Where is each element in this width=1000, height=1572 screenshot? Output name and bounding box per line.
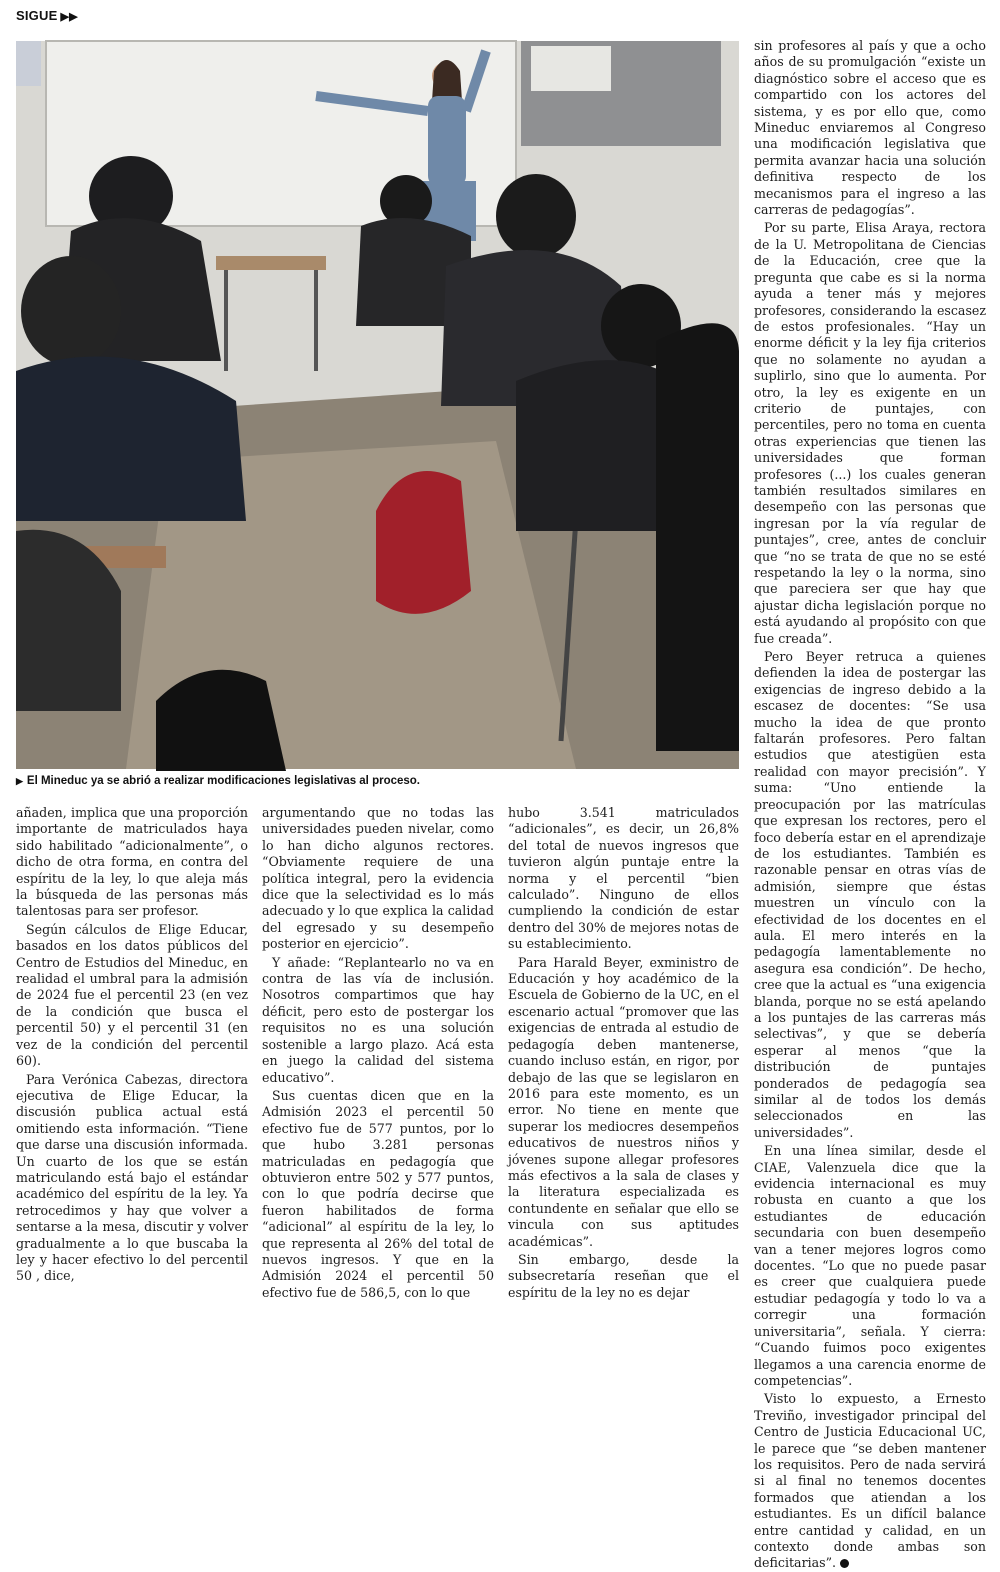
paragraph: Sus cuentas dicen que en la Admisión 2023 el percentil 50 efectivo fue de 577 puntos, por lo que hubo 3.281 personas matriculadas en pedagogía que obtuvieron entre 502 y 577 puntos, con lo que podría decirse que fueron habilitados de forma “adicional” al espíritu de la ley, lo que representa al 26% del total de nuevos ingresos. Y que en la Admisión 2024 el percentil 50 efectivo fue de 586,5, con lo que [262, 1087, 494, 1300]
paragraph: Sin embargo, desde la subsecretaría reseñan que el espíritu de la ley no es dejar [508, 1251, 739, 1300]
article-column-1 [16, 805, 248, 1284]
paragraph: hubo 3.541 matriculados “adicionales”, es decir, un 26,8% del total de nuevos ingresos que tuvieron algún puntaje entre la norma y el percentil “bien calculado”. Ninguno de ellos cumpliendo la condición de estar dentro del 30% de mejores notas de su establecimiento. [508, 805, 739, 952]
paragraph: En una línea similar, desde el CIAE, Valenzuela dice que la evidencia internacional es muy robusta en cuanto a que los estudiantes de educación secundaria con buen desempeño van a tener mejores logros como docentes. “Lo que no puede pasar es creer que cualquiera puede estudiar pedagogía y todo lo va a corregir una formación universitaria”, señala. Y cierra: “Cuando fuimos poco exigentes llegamos a una carencia enorme de competencias”. [754, 1143, 986, 1388]
paragraph: Por su parte, Elisa Araya, rectora de la U. Metropolitana de Ciencias de la Educación, cree que la pregunta que cabe es si la norma ayuda a tener más y mejores profesores, considerando la escasez de estos profesionales. “Hay un enorme déficit y la ley fija criterios que no solamente no ayudan a suplirlo, sino que lo aumenta. Por otro, la ley es exigente en un criterio de puntajes, con percentiles, pero no toma en cuenta otras experiencias que tienen las universidades que forman profesores (...) los cuales generan también resultados similares en desempeño con las personas que ingresan por la vía regular de puntajes”, cree, antes de concluir que “no se trata de que no se esté respetando la ley o la norma, sino que pareciera ser que hay que ajustar dicha legislación porque no está ayudando al propósito con que fue creada”. [754, 220, 986, 646]
section-kicker [16, 8, 78, 23]
paragraph: Pero Beyer retruca a quienes defienden la idea de postergar las exigencias de ingreso debido a la escasez de docentes: “Se usa mucho la idea de que pronto faltarán profesores. Pero faltan estudios que atestigüen esta realidad con mayor precisión”. Y suma: “Uno entiende la preocupación por las matrículas que expresan los rectores, pero el foco debería estar en el aprendizaje de los estudiantes. También es razonable pensar en otras vías de admisión, siempre que éstas muestren un vínculo con la efectividad de los docentes en el aula. El mero interés en la pedagogía lamentablemente no asegura esa condición”. De hecho, cree que la actual es “una exigencia blanda, porque no se está apelando a los puntajes de las carreras más selectivas”, y que se debería esperar al menos “que la distribución de puntajes ponderados de pedagogía sea similar al de todos los demás seleccionados en las universidades”. [754, 649, 986, 1140]
paragraph: argumentando que no todas las universidades pueden nivelar, como lo han dicho algunos rectores. “Obviamente requiere de una política integral, pero la evidencia dice que la selectividad es lo más adecuado y lo que explica la calidad del egresado y su desempeño posterior en ejercicio”. [262, 805, 494, 952]
kicker-label: SIGUE [16, 8, 58, 23]
kicker-arrows-icon: ▶▶ [60, 11, 78, 23]
paragraph: Para Harald Beyer, exministro de Educación y hoy académico de la Escuela de Gobierno de la UC, en el escenario actual “promover que las exigencias de entrada al estudio de pedagogía deben mantenerse, cuando incluso están, en rigor, por debajo de las que se legislaron en 2016 para este momento, es un error. No tiene en mente que superar los mediocres desempeños educativos de nuestros niños y jóvenes supone allegar profesores más efectivos a la sala de clases y la literatura especializada es contundente en señalar que ello se vincula con sus aptitudes académicas”. [508, 954, 739, 1249]
paragraph: Y añade: “Replantearlo no va en contra de las vía de inclusión. Nosotros compartimos que hay déficit, pero esto de postergar los requisitos no es una solución sostenible a largo plazo. Acá esta en juego la calidad del sistema educativo”. [262, 954, 494, 1085]
caption-marker-icon: ▶ [16, 776, 23, 786]
paragraph: sin profesores al país y que a ocho años de su promulgación “existe un diagnóstico sobre el acceso que es compartido con los actores del sistema, y es por ello que, como Mineduc enviaremos al Congreso una modificación legislativa que permita avanzar hacia una solución definitiva respecto de los mecanismos para el ingreso a las carreras de pedagogías”. [754, 38, 986, 218]
photo-caption [16, 775, 739, 787]
article-column-2 [262, 805, 494, 1300]
article-column-3 [508, 805, 739, 1300]
paragraph: añaden, implica que una proporción importante de matriculados haya sido habilitado “adicionalmente”, o dicho de otra forma, en contra del espíritu de la ley, lo que aleja más la búsqueda de las personas más talentosas para ser profesor. [16, 805, 248, 919]
paragraph: Para Verónica Cabezas, directora ejecutiva de Elige Educar, la discusión publica actual está omitiendo esta información. “Tiene que darse una discusión informada. Un cuarto de los que se están matriculando está bajo el estándar académico del espíritu de la ley. Ya retrocedimos y hay que volver a sentarse a la mesa, discutir y volver gradualmente a lo que buscaba la ley y hacer efectivo lo del percentil 50 , dice, [16, 1071, 248, 1284]
classroom-photo-illustration [16, 41, 739, 769]
caption-text: El Mineduc ya se abrió a realizar modificaciones legislativas al proceso. [26, 775, 420, 787]
last-paragraph [754, 1391, 986, 1571]
classroom-photo [16, 41, 739, 769]
paragraph: Según cálculos de Elige Educar, basados en los datos públicos del Centro de Estudios del Mineduc, en realidad el umbral para la admisión de 2024 fue el percentil 23 (en vez de la condición que busca el percentil 50) y el percentil 31 (en vez de la condición del percentil 60). [16, 921, 248, 1069]
paragraph-text: Visto lo expuesto, a Ernesto Treviño, investigador principal del Centro de Justicia Educacional UC, le parece que “se deben mantener los requisitos. Pero de nada servirá si al final no tenemos docentes formados que atiendan a los estudiantes. Es un difícil balance entre cantidad y calidad, en un contexto donde ambas son deficitarias”. [754, 1391, 986, 1571]
article-column-4 [754, 38, 986, 1571]
end-of-article-icon [840, 1559, 849, 1568]
